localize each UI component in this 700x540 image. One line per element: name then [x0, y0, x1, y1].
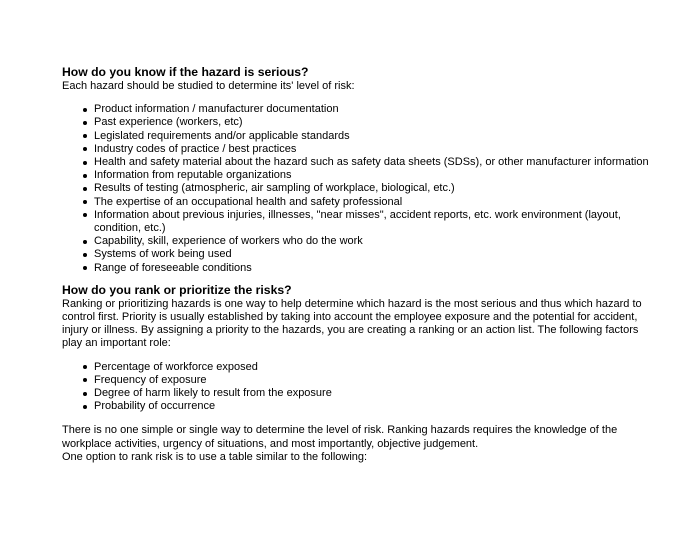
bullet-dot-icon [83, 392, 87, 396]
list-item [62, 361, 652, 374]
list-item [62, 400, 652, 413]
list-item-text: Health and safety material about the hazard such as safety data sheets (SDSs), or other manufacturer information [94, 156, 649, 169]
bullet-dot-icon [83, 378, 87, 382]
list-item [62, 235, 652, 248]
list-item-text: Capability, skill, experience of workers who do the work [94, 235, 363, 248]
list-item-text: Systems of work being used [94, 248, 232, 261]
bullet-dot-icon [83, 266, 87, 270]
bullet-dot-icon [83, 187, 87, 191]
list-item-text: Industry codes of practice / best practices [94, 142, 297, 155]
list-item-text: Results of testing (atmospheric, air sampling of workplace, biological, etc.) [94, 182, 455, 195]
bullet-dot-icon [83, 240, 87, 244]
list-item-text: The expertise of an occupational health and safety professional [94, 195, 403, 208]
bullet-dot-icon [83, 134, 87, 138]
section-heading-hazard-serious: How do you know if the hazard is serious? [62, 65, 309, 79]
bullet-dot-icon [83, 365, 87, 369]
list-item-text: Past experience (workers, etc) [94, 116, 243, 129]
bullet-dot-icon [83, 200, 87, 204]
list-item [62, 143, 652, 156]
list-item-text: Product information / manufacturer documentation [94, 103, 339, 116]
list-item-text: Range of foreseeable conditions [94, 261, 252, 274]
bullet-dot-icon [83, 174, 87, 178]
list-item-text: Frequency of exposure [94, 373, 207, 386]
list-item [62, 156, 652, 169]
list-item-text: Degree of harm likely to result from the exposure [94, 387, 332, 400]
bullet-dot-icon [83, 213, 87, 217]
list-item-text: Probability of occurrence [94, 400, 216, 413]
list-item [62, 196, 652, 209]
section-intro-hazard-serious: Each hazard should be studied to determine its' level of risk: [62, 80, 355, 92]
bullet-dot-icon [83, 121, 87, 125]
bullet-list-ranking-factors [62, 361, 652, 414]
paragraph-no-single-way: There is no one simple or single way to determine the level of risk. Ranking hazards requires the knowledge of the workplace activities, urgency of situations, and most importantly, objective judgement. [62, 424, 618, 450]
list-item [62, 130, 652, 143]
bullet-dot-icon [83, 161, 87, 165]
list-item [62, 387, 652, 400]
list-item [62, 209, 652, 235]
section-hazard-serious [62, 64, 652, 275]
bullet-dot-icon [83, 108, 87, 112]
bullet-list-risk-sources [62, 103, 652, 275]
list-item [62, 116, 652, 129]
section-intro-rank-prioritize: Ranking or prioritizing hazards is one way to help determine which hazard is the most serious and thus which hazard to control first. Priority is usually established by taking into account the employee exposure and the potential for accident, injury or illness. By assigning a priority to the hazards, you are creating a ranking or an action list. The following factors play an important role: [62, 297, 642, 350]
list-item-text: Information from reputable organizations [94, 169, 292, 182]
list-item-text: Legislated requirements and/or applicable standards [94, 129, 350, 142]
list-item-text: Percentage of workforce exposed [94, 360, 258, 373]
list-item [62, 182, 652, 195]
paragraph-rank-table-option: One option to rank risk is to use a table similar to the following: [62, 450, 368, 463]
bullet-dot-icon [83, 253, 87, 257]
section-rank-prioritize [62, 282, 652, 464]
bullet-dot-icon [83, 147, 87, 151]
list-item-text: Information about previous injuries, illnesses, "near misses", accident reports, etc. work environment (layout, condition, etc.) [94, 208, 621, 235]
list-item [62, 262, 652, 275]
list-item [62, 103, 652, 116]
list-item [62, 374, 652, 387]
document-content [62, 64, 652, 464]
list-item [62, 248, 652, 261]
list-item [62, 169, 652, 182]
bullet-dot-icon [83, 405, 87, 409]
section-heading-rank-prioritize: How do you rank or prioritize the risks? [62, 282, 292, 297]
